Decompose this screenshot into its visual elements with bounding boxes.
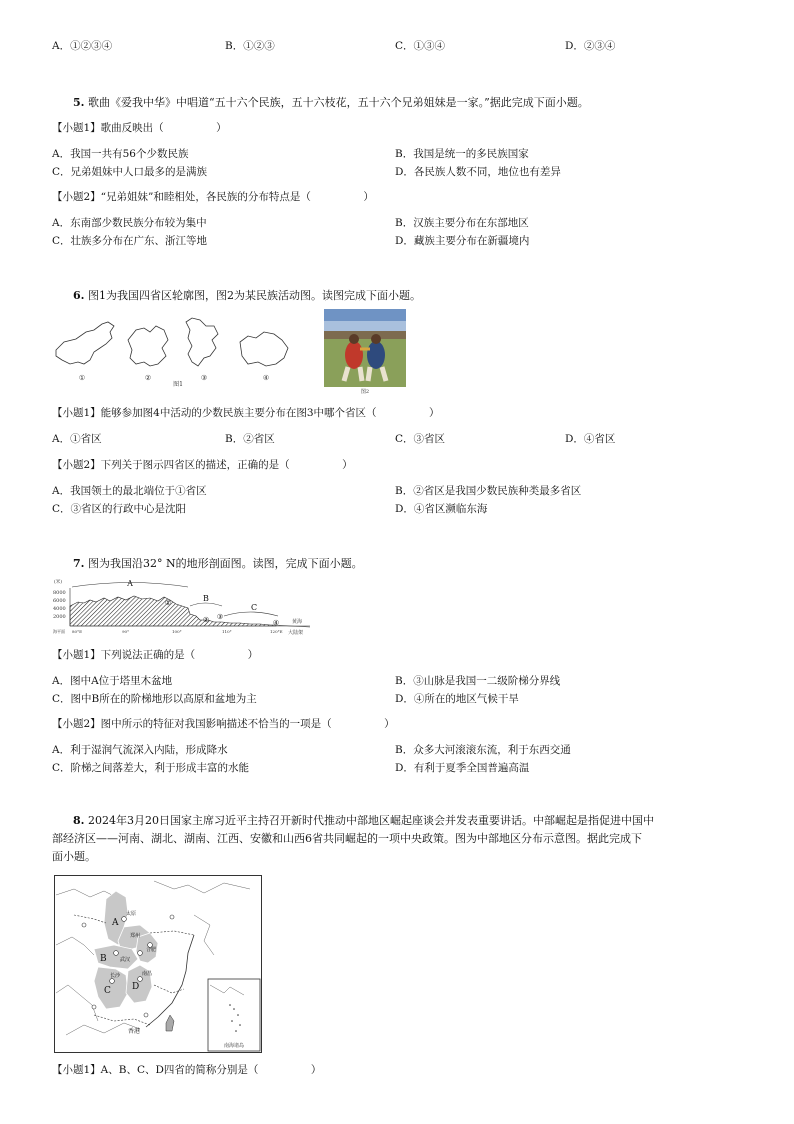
profile-xtick-90: 90° <box>122 629 130 634</box>
q4-option-c[interactable]: C．①③④ <box>395 40 446 52</box>
q7-sub1-option-a[interactable]: A．图中A位于塔里木盆地 <box>52 675 173 687</box>
q8-stem-text-1: 2024年3月20日国家主席习近平主持召开新时代推动中部地区崛起座谈会并发表重要讲话。中部崛起是指促进中国中 <box>87 814 654 827</box>
q8-stem-line1 <box>73 812 654 828</box>
map-label-zhengzhou: 郑州 <box>130 933 141 939</box>
q8-stem-line2: 部经济区——河南、湖北、湖南、江西、安徽和山西6省共同崛起的一项中央政策。图为中部地区分布示意图。据此完成下 <box>52 832 642 845</box>
profile-label-b: B <box>203 594 209 603</box>
province-outline-4 <box>240 332 288 366</box>
q7-sub1-option-d[interactable]: D．④所在的地区气候干旱 <box>395 693 519 705</box>
q7-terrain-profile <box>50 576 312 638</box>
q5-sub2-option-b[interactable]: B．汉族主要分布在东部地区 <box>395 217 529 229</box>
inset-label: 南海诸岛 <box>223 1043 245 1049</box>
map-label-nanchang: 南昌 <box>142 971 153 977</box>
province-label-4: ④ <box>262 374 270 382</box>
q7-sub1-option-b[interactable]: B．③山脉是我国一二级阶梯分界线 <box>395 675 561 687</box>
profile-xtick-120: 120°E <box>270 629 283 634</box>
profile-ytick-2000: 2000 <box>53 614 66 620</box>
q6-sub1-option-a[interactable]: A．①省区 <box>52 433 102 445</box>
q7-sub2-option-b[interactable]: B．众多大河滚滚东流，利于东西交通 <box>395 744 571 756</box>
south-sea-inset <box>208 979 260 1051</box>
profile-bracket-c <box>224 612 278 616</box>
q5-sub1-option-d[interactable]: D．各民族人数不同，地位也有差异 <box>395 166 561 178</box>
profile-terrain-area <box>70 596 276 626</box>
profile-ytick-6000: 6000 <box>53 598 66 604</box>
q7-sub2-label: 【小题2】图中所示的特征对我国影响描述不恰当的一项是（ ） <box>52 718 395 730</box>
map-label-c: C <box>104 986 111 996</box>
profile-xtick-80: 80°E <box>72 629 83 634</box>
profile-label-3: ③ <box>216 613 224 621</box>
q6-sub2-option-d[interactable]: D．④省区濒临东海 <box>395 503 488 515</box>
profile-shelf-label: 大陆架 <box>288 630 304 636</box>
profile-xtick-100: 100° <box>172 629 182 634</box>
q8-sub1-label: 【小题1】A、B、C、D四省的简称分别是（ ） <box>52 1064 322 1076</box>
q4-option-a[interactable]: A．①②③④ <box>52 40 113 52</box>
map-label-hongkong: 香港 <box>128 1028 141 1035</box>
profile-xtick-110: 110° <box>222 629 232 634</box>
q5-sub2-option-d[interactable]: D．藏族主要分布在新疆境内 <box>395 235 530 247</box>
map-label-hefei: 合肥 <box>146 947 157 953</box>
q7-sub1-option-c[interactable]: C．图中B所在的阶梯地形以高原和盆地为主 <box>52 693 257 705</box>
q8-number: 8. <box>73 814 85 827</box>
q6-sub2-option-c[interactable]: C．③省区的行政中心是沈阳 <box>52 503 187 515</box>
profile-label-c: C <box>250 603 258 612</box>
q7-sub2-option-d[interactable]: D．有利于夏季全国普遍高温 <box>395 762 530 774</box>
figure1-caption: 图1 <box>173 381 183 388</box>
q4-option-d[interactable]: D．②③④ <box>565 40 616 52</box>
profile-ytick-8000: 8000 <box>53 590 66 596</box>
profile-label-a: A <box>127 579 133 588</box>
profile-label-1: ① <box>164 599 172 607</box>
map-label-taiyuan: 太原 <box>126 911 137 917</box>
q6-figure1-province-outlines <box>50 312 300 388</box>
q5-number: 5. <box>73 96 85 109</box>
profile-bracket-b <box>190 603 222 606</box>
province-outline-1 <box>56 322 114 364</box>
q6-number: 6. <box>73 289 85 302</box>
q5-sub1-option-c[interactable]: C．兄弟姐妹中人口最多的是满族 <box>52 166 208 178</box>
q7-sub2-option-c[interactable]: C．阶梯之间落差大，利于形成丰富的水能 <box>52 762 250 774</box>
province-outline-2 <box>128 326 168 366</box>
q7-sub1-label: 【小题1】下列说法正确的是（ ） <box>52 649 259 661</box>
q8-central-region-map <box>54 875 262 1053</box>
map-label-b: B <box>100 954 107 964</box>
profile-label-4: ④ <box>272 619 280 627</box>
q6-sub1-option-b[interactable]: B．②省区 <box>225 433 275 445</box>
profile-unit: (米) <box>54 580 63 585</box>
province-outline-3 <box>186 318 218 366</box>
q5-sub2-option-a[interactable]: A．东南部少数民族分布较为集中 <box>52 217 207 229</box>
province-label-1: ① <box>78 374 86 382</box>
map-label-d: D <box>132 982 140 992</box>
q6-sub2-option-a[interactable]: A．我国领土的最北端位于①省区 <box>52 485 207 497</box>
q6-figure2-photo <box>324 309 406 395</box>
q7-number: 7. <box>73 557 85 570</box>
q5-stem <box>73 94 589 110</box>
q6-sub1-option-c[interactable]: C．③省区 <box>395 433 446 445</box>
q5-stem-text: 歌曲《爱我中华》中唱道“五十六个民族，五十六枝花，五十六个兄弟姐妹是一家。”据此完成下面小题。 <box>87 96 589 109</box>
q6-sub1-label: 【小题1】能够参加图4中活动的少数民族主要分布在图3中哪个省区（ ） <box>52 407 440 419</box>
map-label-a: A <box>112 918 119 928</box>
q5-sub1-option-b[interactable]: B．我国是统一的多民族国家 <box>395 148 529 160</box>
profile-sea-level-label: 海平面 <box>53 629 65 634</box>
profile-ytick-4000: 4000 <box>53 606 66 612</box>
province-label-2: ② <box>144 374 152 382</box>
map-label-changsha: 长沙 <box>110 973 121 979</box>
profile-sea-label: 黄海 <box>292 619 303 625</box>
q6-sub1-option-d[interactable]: D．④省区 <box>565 433 616 445</box>
profile-label-2: ② <box>202 616 210 624</box>
q8-stem-line3: 面小题。 <box>52 850 96 863</box>
q6-stem-text: 图1为我国四省区轮廓图，图2为某民族活动图。读图完成下面小题。 <box>87 289 421 302</box>
q7-stem-text: 图为我国沿32° N的地形剖面图。读图，完成下面小题。 <box>87 557 363 570</box>
q4-option-b[interactable]: B．①②③ <box>225 40 275 52</box>
figure2-caption: 图2 <box>360 389 370 395</box>
q6-sub2-label: 【小题2】下列关于图示四省区的描述，正确的是（ ） <box>52 459 353 471</box>
map-label-wuhan: 武汉 <box>120 957 131 963</box>
q5-sub1-label: 【小题1】歌曲反映出（ ） <box>52 122 227 134</box>
province-label-3: ③ <box>200 374 208 382</box>
q5-sub2-option-c[interactable]: C．壮族多分布在广东、浙江等地 <box>52 235 208 247</box>
q6-stem <box>73 287 421 303</box>
q7-stem <box>73 555 363 571</box>
q7-sub2-option-a[interactable]: A．利于湿润气流深入内陆，形成降水 <box>52 744 228 756</box>
q5-sub1-option-a[interactable]: A．我国一共有56个少数民族 <box>52 148 189 160</box>
q6-sub2-option-b[interactable]: B．②省区是我国少数民族种类最多省区 <box>395 485 582 497</box>
q5-sub2-label: 【小题2】“兄弟姐妹”和睦相处，各民族的分布特点是（ ） <box>52 191 374 203</box>
